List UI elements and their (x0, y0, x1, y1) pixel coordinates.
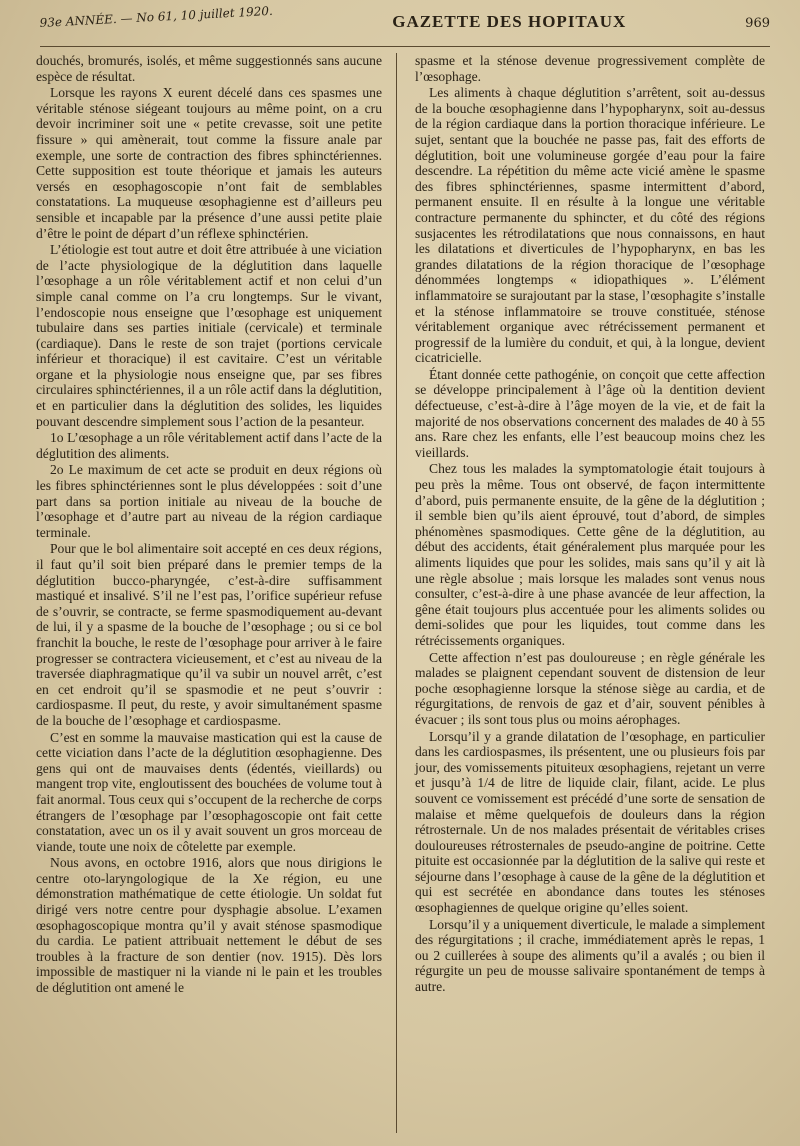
paragraph: douchés, bromurés, isolés, et même suggestionnés sans aucune espèce de résultat. (36, 53, 382, 84)
column-divider (396, 53, 397, 1133)
paragraph: L’étiologie est tout autre et doit être attribuée à une viciation de l’acte physiologique de la déglutition dans laquelle l’œsophage a un rôle véritablement actif et non celui d’un simple canal comme on l’a cru longtemps. Sur le vivant, l’endoscopie nous enseigne que l’œsophage est uniquement tubulaire dans ses parties initiale (cervicale) et terminale (cardiaque). Dans le reste de son trajet (portions cervicale inférieur et thoracique) il est cavitaire. C’est un véritable organe et la physiologie nous enseigne que, par ses fibres circulaires sphinctériennes, il a un rôle actif dans la déglutition, et en particulier dans la déglutition des solides, les liquides pouvant descendre simplement sous l’action de la pesanteur. (36, 242, 382, 429)
journal-title: GAZETTE DES HOPITAUX (392, 12, 627, 31)
paragraph: Chez tous les malades la symptomatologie était toujours à peu près la même. Tous ont observé, de façon intermittente d’abord, puis permanente ensuite, de la gêne de la déglutition ; il semble bien qu’ils aient éprouvé, tout d’abord, de simples phénomènes spasmodiques. Cette gêne de la déglutition, au début des accidents, était généralement plus marquée pour les aliments liquides que pour les solides, mais sans qu’il y ait là une règle absolue ; mais lorsque les malades sont venus nous consulter, c’est-à-dire à une phase avancée de leur affection, la gêne était toujours plus accentuée pour les aliments solides ou demi-solides que pour les liquides, tout comme dans les rétrécissements organiques. (415, 461, 765, 648)
paragraph: spasme et la sténose devenue progressivement complète de l’œsophage. (415, 53, 765, 84)
paragraph: Lorsque les rayons X eurent décelé dans ces spasmes une véritable sténose siégeant toujours au même point, on a cru devoir incriminer soit une « petite crevasse, soit une petite fissure » qui amènerait, tout comme la fissure anale par exemple, une sorte de contraction des fibres sphinctériennes. Cette supposition est toute théorique et jamais les auteurs versés en œsophagoscopie n’ont fait de semblables constatations. La muqueuse œsophagienne est d’ailleurs peu sensible et incapable par la présence d’une aussi petite plaie d’être le point de départ d’un réflexe sphinctérien. (36, 85, 382, 241)
paragraph: Étant donnée cette pathogénie, on conçoit que cette affection se développe principalement à l’âge où la dentition devient défectueuse, c’est-à-dire à l’âge moyen de la vie, et de fait la majorité de nos observations concernent des malades de 40 à 55 ans. Rare chez les enfants, elle l’est beaucoup moins chez les vieillards. (415, 366, 765, 460)
paragraph: Pour que le bol alimentaire soit accepté en ces deux régions, il faut qu’il soit bien préparé dans le premier temps de la déglutition bucco-pharyngée, c’est-à-dire suffisamment mastiqué et insalivé. S’il ne l’est pas, l’orifice supérieur refuse de s’ouvrir, se contracte, se ferme spasmodiquement au-devant de lui, il y a spasme de la bouche de l’œsophage ; ou si ce bol franchit la bouche, le reste de l’œsophage pour arriver à le faire progresser se contractera vicieusement, et c’est au niveau de la traversée diaphragmatique qu’il va subir un nouvel arrêt, c’est en cet endroit qu’il se spasmodie et ne peut s’ouvrir : cardiospasme. Il peut, du reste, y avoir simultanément spasme de la bouche de l’œsophage et cardiospasme. (36, 541, 382, 728)
right-column (403, 53, 771, 1133)
left-column (22, 53, 390, 1133)
paragraph: Nous avons, en octobre 1916, alors que nous dirigions le centre oto-laryngologique de la Xe région, eu une démonstration mathématique de cette étiologie. Un soldat fut dirigé vers notre centre pour dysphagie absolue. L’examen œsophagoscopique montra qu’il y avait sténose spasmodique du cardia. Le patient attribuait nettement le début de ses troubles à la fracture de son dentier (nov. 1915). Dès lors impossible de mastiquer ni la viande ni le pain et les troubles de déglutition ont amené le (36, 855, 382, 996)
page-header (39, 3, 770, 47)
paragraph: Lorsqu’il y a uniquement diverticule, le malade a simplement des régurgitations ; il crache, immédiatement après le repas, 1 ou 2 cuillerées à soupe des aliments qu’il a avalés ; ou bien il régurgite un peu de mousse salivaire spontanément de temps à autre. (415, 916, 765, 995)
page-number: 969 (745, 16, 770, 31)
paragraph: Lorsqu’il y a grande dilatation de l’œsophage, en particulier dans les cardiospasmes, ils présentent, une ou plusieurs fois par jour, des vomissements pituiteux œsophagiens, rejetant un verre et jusqu’à 1/4 de litre de liquide clair, filant, acide. Le plus souvent ce vomissement est précédé d’une sorte de sensation de malaise et même quelquefois de douleurs dans la région rétrosternale. Un de nos malades présentait de véritables crises douloureuses rétrosternales de pseudo-angine de poitrine. Cette pituite est occasionnée par la déglutition de la salive qui reste et séjourne dans l’œsophage à cause de la gêne de la déglutition et qui est secrétée en abondance dans toutes les sténoses œsophagiennes de quelque origine qu’elles soient. (415, 728, 765, 916)
text-columns (22, 53, 778, 1133)
paragraph: C’est en somme la mauvaise mastication qui est la cause de cette viciation dans l’acte de la déglutition œsophagienne. Des gens qui ont de mauvaises dents (édentés, vieillards) ou mangent trop vite, engloutissent des bouchées de volume tout à fait anormal. Tous ceux qui s’occupent de la recherche de corps étrangers de l’œsophage par l’œsophagoscopie ont fait cette constatation, avec un os il y avait souvent un gros morceau de viande, toute une noix de côtelette par exemple. (36, 729, 382, 854)
paragraph: Cette affection n’est pas douloureuse ; en règle générale les malades se plaignent cependant souvent de distension de leur poche œsophagienne lorsque la sténose siège au cardia, et de régurgitations, de renvois de gaz et d’air, souvent pénibles à évacuer ; ils sont tous plus ou moins aérophages. (415, 649, 765, 727)
paragraph: 2o Le maximum de cet acte se produit en deux régions où les fibres sphinctériennes sont le plus développées : soit d’une part dans sa portion initiale au niveau de la bouche de l’œsophage et d’autre part au niveau de la région cardiaque terminale. (36, 462, 382, 540)
paragraph: 1o L’œsophage a un rôle véritablement actif dans l’acte de la déglutition des aliments. (36, 430, 382, 461)
issue-line: 93e ANNÉE. — No 61, 10 juillet 1920. (39, 3, 274, 30)
paragraph: Les aliments à chaque déglutition s’arrêtent, soit au-dessus de la bouche œsophagienne dans l’hypopharynx, soit au-dessus de la région cardiaque dans la portion thoracique inférieure. Le sujet, sentant que la bouchée ne passe pas, fait des efforts de déglutition, boit une volumineuse gorgée d’eau pour la faire descendre. La répétition du même acte vicié amène le spasme des fibres sphinctériennes, spasme intermittent d’abord, permanent ensuite. Il en résulte à la longue une véritable contracture permanente du sphincter, et du côté des régions susjacentes les rétrodilatations que nous connaissons, en haut les dilatations et diverticules de l’hypopharynx, en bas les grandes dilatations de la région thoracique de l’œsophage dénommées longtemps « idiopathiques ». L’élément inflammatoire se surajoutant par la stase, l’œsophagite s’installe et la sténose inflammatoire se trouve constituée, sténose véritablement organique avec rétrécissement permanent et progressif de la lumière du conduit, et qui, à la longue, devient cicatricielle. (415, 85, 765, 366)
